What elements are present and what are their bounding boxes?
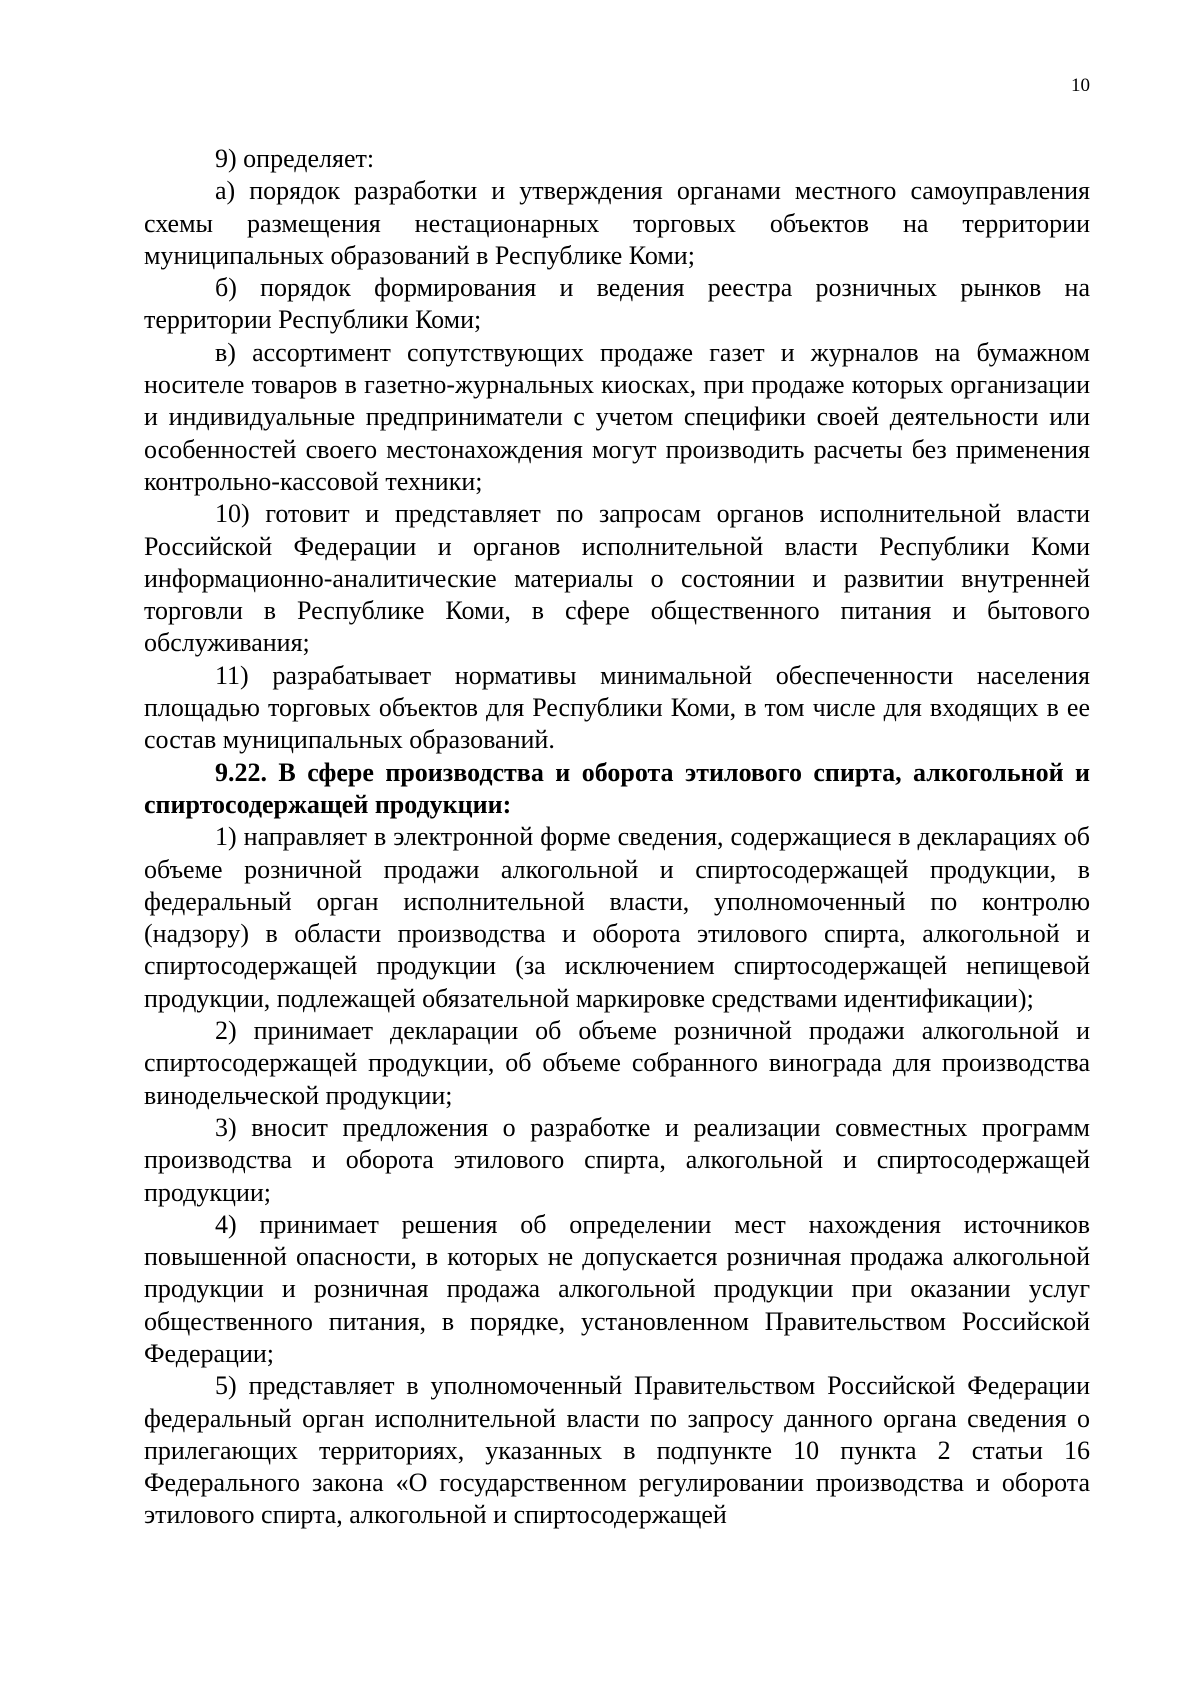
paragraph-9-a: а) порядок разработки и утверждения органами местного самоуправления схемы размещения нестационарных торговых объектов на территории муниципальных образований в Республике Коми; bbox=[144, 176, 1090, 270]
paragraph-9-v: в) ассортимент сопутствующих продаже газет и журналов на бумажном носителе товаров в газетно-журнальных киосках, при продаже которых организации и индивидуальные предприниматели с учетом специфики своей деятельности или особенностей своего местонахождения могут производить расчеты без применения контрольно-кассовой техники; bbox=[144, 337, 1090, 496]
paragraph-2: 2) принимает декларации об объеме розничной продажи алкогольной и спиртосодержащей продукции, об объеме собранного винограда для производства винодельческой продукции; bbox=[144, 1016, 1090, 1110]
paragraph-9-heading: 9) определяет: bbox=[215, 144, 375, 173]
paragraph-1: 1) направляет в электронной форме сведения, содержащиеся в декларациях об объеме розничной продажи алкогольной и спиртосодержащей продукции, в федеральный орган исполнительной власти, уполномоченный по контролю (надзору) в области производства и оборота этилового спирта, алкогольной и спиртосодержащей продукции (за исключением спиртосодержащей непищевой продукции, подлежащей обязательной маркировке средствами идентификации); bbox=[144, 822, 1090, 1013]
paragraph-3: 3) вносит предложения о разработке и реализации совместных программ производства и оборота этилового спирта, алкогольной и спиртосодержащей продукции; bbox=[144, 1112, 1090, 1207]
page-number: 10 bbox=[1071, 75, 1090, 96]
paragraph-9-b: б) порядок формирования и ведения реестра розничных рынков на территории Республики Коми; bbox=[144, 273, 1090, 335]
paragraph-10: 10) готовит и представляет по запросам органов исполнительной власти Российской Федерации и органов исполнительной власти Республики Коми информационно-аналитические материалы о состоянии и развитии внутренней торговли в Республике Коми, в сфере общественного питания и бытового обслуживания; bbox=[144, 499, 1090, 658]
section-heading-9-22: 9.22. В сфере производства и оборота этилового спирта, алкогольной и спиртосодержащей продукции: bbox=[144, 757, 1090, 819]
paragraph-4: 4) принимает решения об определении мест нахождения источников повышенной опасности, в которых не допускается розничная продажа алкогольной продукции и розничная продажа алкогольной продукции при оказании услуг общественного питания, в порядке, установленном Правительством Российской Федерации; bbox=[144, 1209, 1090, 1368]
paragraph-11: 11) разрабатывает нормативы минимальной обеспеченности населения площадью торговых объектов для Республики Коми, в том числе для входящих в ее состав муниципальных образований. bbox=[144, 660, 1090, 755]
paragraph-5: 5) представляет в уполномоченный Правительством Российской Федерации федеральный орган исполнительной власти по запросу данного органа сведения о прилегающих территориях, указанных в подпункте 10 пункта 2 статьи 16 Федерального закона «О государственном регулировании производства и оборота этилового спирта, алкогольной и спиртосодержащей bbox=[144, 1371, 1090, 1530]
document-body bbox=[144, 143, 1090, 1532]
